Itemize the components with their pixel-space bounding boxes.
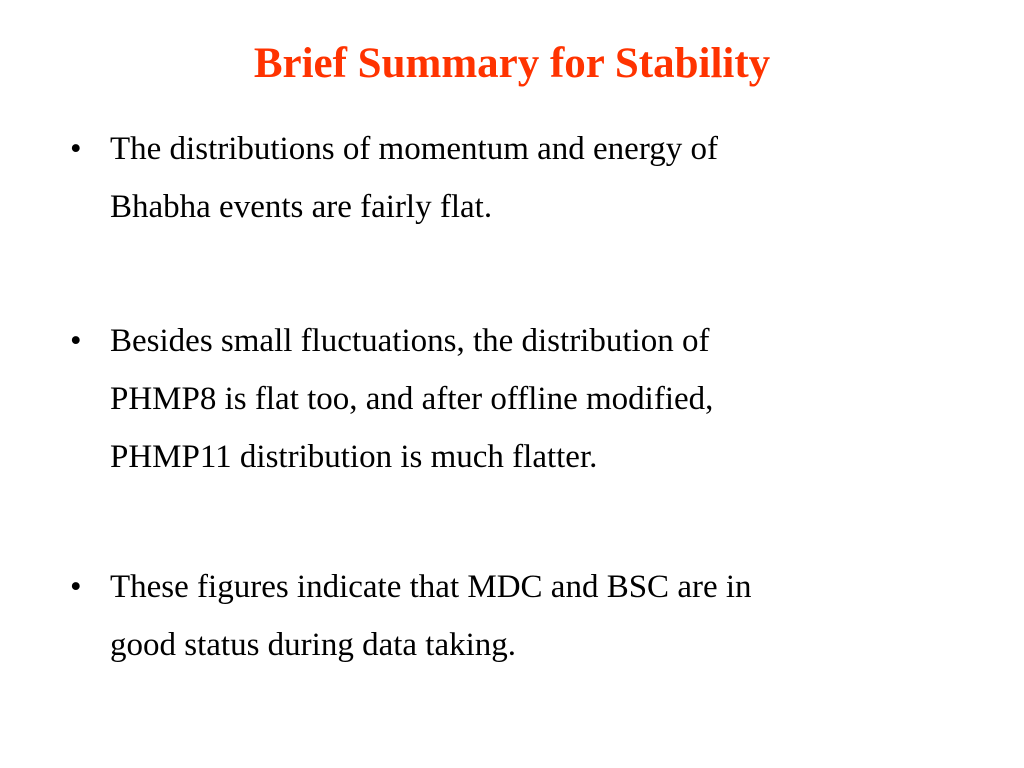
bullet-3-line-1: These figures indicate that MDC and BSC are in <box>110 569 752 605</box>
bullet-item-3 <box>62 558 752 674</box>
bullet-2-line-1: Besides small fluctuations, the distribution of <box>110 323 710 359</box>
bullet-dot-icon: • <box>70 569 82 605</box>
bullet-3-line-2: good status during data taking. <box>110 627 517 663</box>
bullet-dot-icon: • <box>70 131 82 167</box>
bullet-item-2 <box>62 312 713 486</box>
bullet-2-line-3: PHMP11 distribution is much flatter. <box>110 439 598 475</box>
bullet-dot-icon: • <box>70 323 82 359</box>
bullet-1-line-2: Bhabha events are fairly flat. <box>110 189 493 225</box>
bullet-2-line-2: PHMP8 is flat too, and after offline modified, <box>110 381 714 417</box>
bullet-1-line-1: The distributions of momentum and energy of <box>110 131 718 167</box>
bullet-item-1 <box>62 120 718 236</box>
slide-title: Brief Summary for Stability <box>253 40 771 87</box>
